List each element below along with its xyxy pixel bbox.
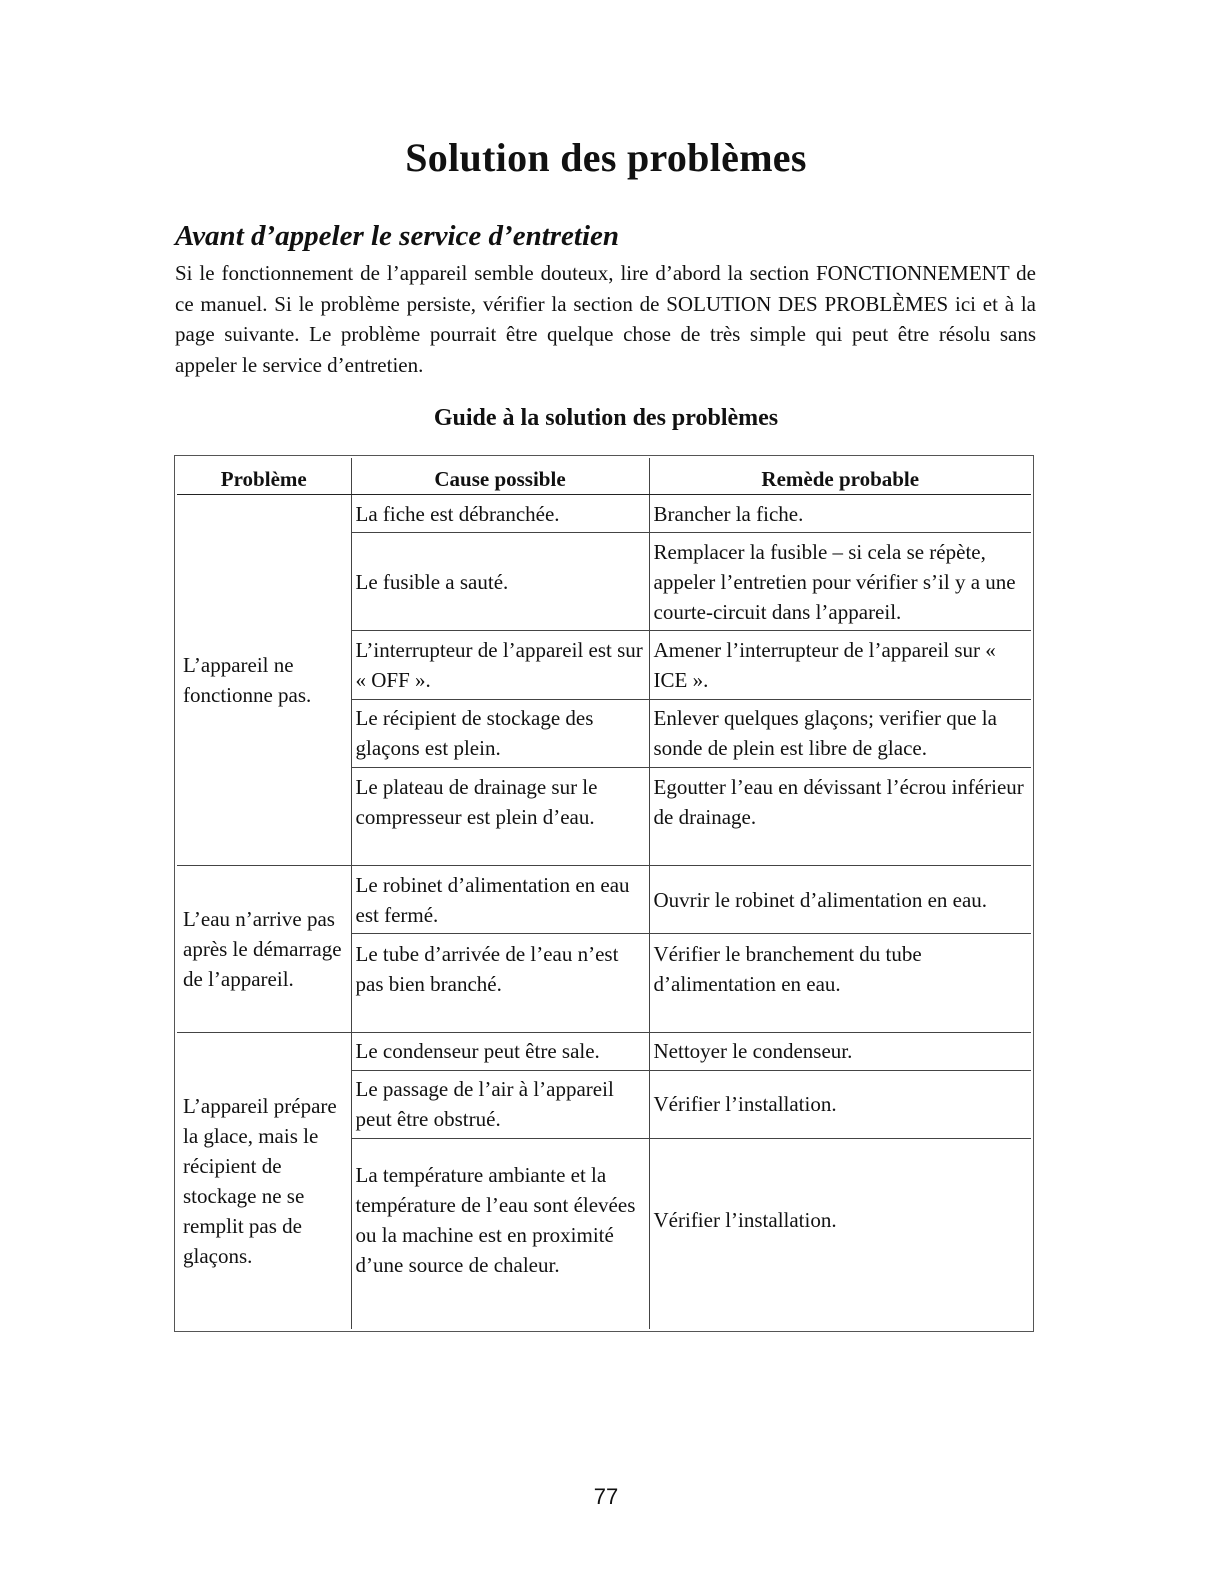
cause-cell: Le récipient de stockage des glaçons est plein. (351, 699, 649, 767)
troubleshooting-table (174, 455, 1034, 1332)
problem-cell: L’eau n’arrive pas après le démarrage de l’appareil. (177, 866, 351, 1032)
remedy-cell: Vérifier l’installation. (649, 1070, 1031, 1138)
header-cause: Cause possible (351, 458, 649, 495)
cause-cell: Le robinet d’alimentation en eau est fermé. (351, 866, 649, 934)
remedy-cell: Enlever quelques glaçons; verifier que la sonde de plein est libre de glace. (649, 699, 1031, 767)
remedy-cell: Nettoyer le condenseur. (649, 1032, 1031, 1070)
section-heading: Avant d’appeler le service d’entretien (175, 220, 620, 252)
cause-cell: Le passage de l’air à l’appareil peut être obstrué. (351, 1070, 649, 1138)
table-row (177, 495, 1031, 533)
intro-paragraph: Si le fonctionnement de l’appareil semble douteux, lire d’abord la section FONCTIONNEMENT de ce manuel. Si le problème persiste, vérifier la section de SOLUTION DES PROBLÈMES ici et à la page suivante. Le problème pourrait être quelque chose de très simple qui peut être résolu sans appeler le service d’entretien. (175, 261, 1036, 377)
table-header-row (177, 458, 1031, 495)
cause-cell: Le fusible a sauté. (351, 533, 649, 631)
remedy-cell: Vérifier le branchement du tube d’alimentation en eau. (649, 934, 1031, 1032)
problem-cell: L’appareil prépare la glace, mais le récipient de stockage ne se remplit pas de glaçons. (177, 1032, 351, 1329)
guide-title: Guide à la solution des problèmes (433, 405, 779, 431)
remedy-cell: Egoutter l’eau en dévissant l’écrou inférieur de drainage. (649, 767, 1031, 865)
remedy-cell: Remplacer la fusible – si cela se répète, appeler l’entretien pour vérifier s’il y a une courte-circuit dans l’appareil. (649, 533, 1031, 631)
problem-cell: L’appareil ne fonctionne pas. (177, 495, 351, 866)
table-row (177, 1032, 1031, 1070)
remedy-cell: Brancher la fiche. (653, 501, 804, 526)
page-number: 77 (593, 1484, 619, 1509)
cause-cell: Le plateau de drainage sur le compresseur est plein d’eau. (351, 767, 649, 865)
header-problem: Problème (177, 458, 351, 495)
cause-cell: L’interrupteur de l’appareil est sur « OFF ». (351, 631, 649, 699)
remedy-cell: Vérifier l’installation. (649, 1138, 1031, 1329)
page-title: Solution des problèmes (405, 135, 807, 180)
cause-cell: Le tube d’arrivée de l’eau n’est pas bien branché. (351, 934, 649, 1032)
cause-cell: La température ambiante et la température de l’eau sont élevées ou la machine est en proximité d’une source de chaleur. (351, 1138, 649, 1329)
table-row (177, 866, 1031, 934)
remedy-cell: Ouvrir le robinet d’alimentation en eau. (649, 866, 1031, 934)
remedy-cell: Amener l’interrupteur de l’appareil sur « ICE ». (649, 631, 1031, 699)
cause-cell: La fiche est débranchée. (351, 495, 649, 533)
cause-cell: Le condenseur peut être sale. (351, 1032, 649, 1070)
header-remedy: Remède probable (649, 458, 1031, 495)
